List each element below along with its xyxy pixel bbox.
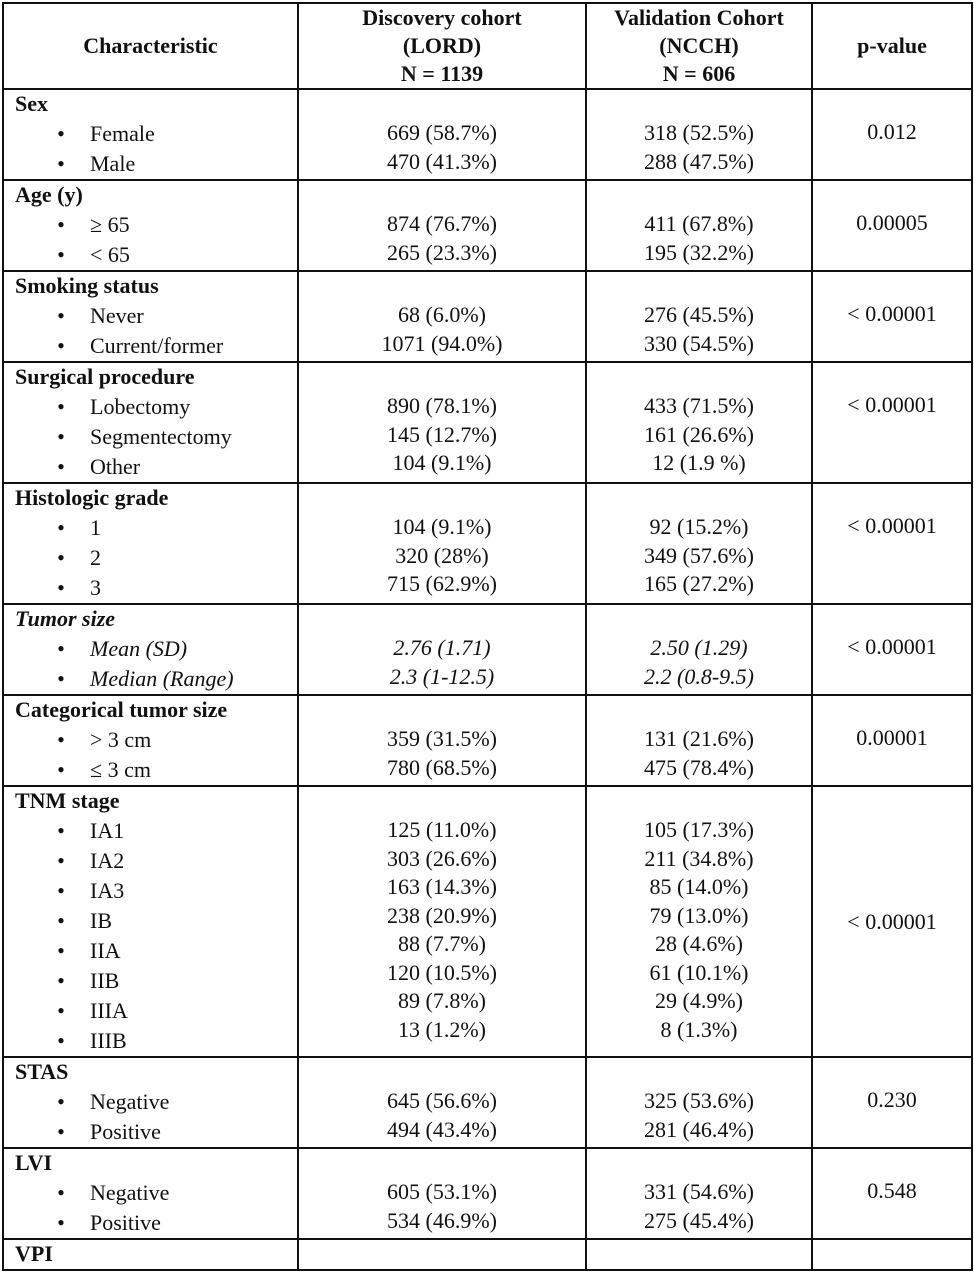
list-item bbox=[15, 876, 297, 906]
list-item bbox=[15, 725, 297, 755]
list-item bbox=[15, 422, 297, 452]
list-item bbox=[15, 331, 297, 361]
discovery-value: 890 (78.1%) bbox=[387, 393, 497, 418]
bullet-icon: • bbox=[57, 666, 65, 691]
list-item bbox=[15, 513, 297, 543]
section-row bbox=[3, 695, 972, 786]
bullet-icon: • bbox=[57, 727, 65, 752]
bullet-icon: • bbox=[57, 848, 65, 873]
item-label: ≥ 65 bbox=[90, 212, 130, 237]
bullet-icon: • bbox=[57, 1210, 65, 1235]
list-item bbox=[15, 1208, 297, 1238]
characteristic-cell bbox=[3, 1148, 298, 1239]
list-item bbox=[15, 1117, 297, 1147]
section-items bbox=[15, 119, 297, 179]
list-item bbox=[15, 452, 297, 482]
section-items bbox=[15, 210, 297, 270]
bullet-icon: • bbox=[57, 968, 65, 993]
discovery-values-cell bbox=[298, 695, 586, 786]
pvalue-text: 0.00005 bbox=[856, 210, 928, 235]
validation-values-cell bbox=[586, 89, 812, 180]
characteristic-cell bbox=[3, 362, 298, 483]
item-label: IIA bbox=[90, 938, 121, 963]
characteristic-cell bbox=[3, 786, 298, 1057]
validation-values-cell bbox=[586, 1057, 812, 1148]
pvalue-cell bbox=[812, 180, 972, 271]
discovery-value: 470 (41.3%) bbox=[387, 148, 497, 174]
validation-value: 105 (17.3%) bbox=[644, 817, 754, 842]
discovery-values-cell bbox=[298, 180, 586, 271]
validation-value: 330 (54.5%) bbox=[644, 330, 754, 356]
header-discovery-line: (LORD) bbox=[402, 33, 482, 58]
discovery-values-cell bbox=[298, 89, 586, 180]
bullet-icon: • bbox=[57, 938, 65, 963]
discovery-value: 645 (56.6%) bbox=[387, 1088, 497, 1113]
validation-value: 411 (67.8%) bbox=[644, 211, 754, 236]
discovery-value: 669 (58.7%) bbox=[387, 120, 497, 145]
pvalue-cell bbox=[812, 1239, 972, 1270]
list-item bbox=[15, 149, 297, 179]
section-title: Surgical procedure bbox=[15, 364, 195, 389]
pvalue-cell bbox=[812, 1148, 972, 1239]
bullet-icon: • bbox=[57, 515, 65, 540]
discovery-value: 534 (46.9%) bbox=[387, 1207, 497, 1233]
item-label: IIIB bbox=[90, 1028, 127, 1053]
section-title: TNM stage bbox=[15, 788, 120, 813]
characteristic-cell bbox=[3, 695, 298, 786]
header-discovery-line: N = 1139 bbox=[400, 61, 484, 86]
list-item bbox=[15, 210, 297, 240]
item-label: IA2 bbox=[90, 848, 125, 873]
validation-value: 475 (78.4%) bbox=[644, 754, 754, 780]
item-label: IA3 bbox=[90, 878, 125, 903]
pvalue-cell bbox=[812, 271, 972, 362]
characteristics-table bbox=[2, 2, 973, 1271]
discovery-value: 320 (28%) bbox=[395, 542, 489, 568]
discovery-value: 605 (53.1%) bbox=[387, 1179, 497, 1204]
bullet-icon: • bbox=[57, 394, 65, 419]
validation-values-cell bbox=[586, 1239, 812, 1270]
bullet-icon: • bbox=[57, 1180, 65, 1205]
item-label: IA1 bbox=[90, 818, 125, 843]
section-row bbox=[3, 1239, 972, 1270]
section-items bbox=[15, 392, 297, 482]
bullet-icon: • bbox=[57, 151, 65, 176]
pvalue-text: 0.00001 bbox=[856, 725, 928, 750]
item-label: Female bbox=[90, 121, 155, 146]
validation-value: 61 (10.1%) bbox=[649, 959, 749, 985]
characteristic-cell bbox=[3, 483, 298, 604]
bullet-icon: • bbox=[57, 303, 65, 328]
bullet-icon: • bbox=[57, 121, 65, 146]
discovery-value: 2.76 (1.71) bbox=[393, 635, 491, 660]
item-label: Other bbox=[90, 454, 141, 479]
list-item bbox=[15, 392, 297, 422]
characteristic-cell bbox=[3, 1239, 298, 1270]
section-items bbox=[15, 1087, 297, 1147]
validation-values-cell bbox=[586, 483, 812, 604]
section-row bbox=[3, 180, 972, 271]
validation-value: 161 (26.6%) bbox=[644, 421, 754, 447]
section-row bbox=[3, 89, 972, 180]
discovery-values-cell bbox=[298, 483, 586, 604]
discovery-values-cell bbox=[298, 604, 586, 695]
list-item bbox=[15, 573, 297, 603]
discovery-value: 145 (12.7%) bbox=[387, 421, 497, 447]
validation-value: 433 (71.5%) bbox=[644, 393, 754, 418]
header-characteristic-label: Characteristic bbox=[83, 33, 218, 58]
section-row bbox=[3, 604, 972, 695]
discovery-value: 88 (7.7%) bbox=[398, 931, 486, 956]
section-title: Histologic grade bbox=[15, 485, 169, 510]
item-label: Positive bbox=[90, 1119, 161, 1144]
validation-value: 2.2 (0.8-9.5) bbox=[644, 663, 754, 689]
characteristic-cell bbox=[3, 180, 298, 271]
characteristic-cell bbox=[3, 89, 298, 180]
item-label: Segmentectomy bbox=[90, 424, 232, 449]
bullet-icon: • bbox=[57, 1028, 65, 1053]
validation-value: 85 (14.0%) bbox=[649, 874, 749, 899]
pvalue-cell bbox=[812, 604, 972, 695]
section-row bbox=[3, 1057, 972, 1148]
list-item bbox=[15, 996, 297, 1026]
item-label: 1 bbox=[90, 515, 101, 540]
validation-value: 288 (47.5%) bbox=[644, 148, 754, 174]
discovery-value: 125 (11.0%) bbox=[387, 817, 497, 842]
bullet-icon: • bbox=[57, 818, 65, 843]
section-title: Categorical tumor size bbox=[15, 697, 228, 722]
bullet-icon: • bbox=[57, 242, 65, 267]
item-label: IB bbox=[90, 908, 112, 933]
header-validation-line: Validation Cohort bbox=[614, 5, 784, 30]
validation-values-cell bbox=[586, 271, 812, 362]
list-item bbox=[15, 543, 297, 573]
validation-values-cell bbox=[586, 786, 812, 1057]
pvalue-text: 0.012 bbox=[867, 119, 917, 144]
item-label: > 3 cm bbox=[90, 727, 152, 752]
discovery-value: 238 (20.9%) bbox=[387, 902, 497, 928]
header-row bbox=[3, 3, 972, 89]
section-items bbox=[15, 1178, 297, 1238]
discovery-values-cell bbox=[298, 1239, 586, 1270]
item-label: Never bbox=[90, 303, 144, 328]
validation-values-cell bbox=[586, 695, 812, 786]
list-item bbox=[15, 301, 297, 331]
validation-value: 281 (46.4%) bbox=[644, 1116, 754, 1142]
section-items bbox=[15, 634, 297, 694]
list-item bbox=[15, 240, 297, 270]
pvalue-cell bbox=[812, 1057, 972, 1148]
list-item bbox=[15, 816, 297, 846]
item-label: Current/former bbox=[90, 333, 224, 358]
section-title: Age (y) bbox=[15, 182, 83, 207]
validation-value: 79 (13.0%) bbox=[649, 902, 749, 928]
item-label: Male bbox=[90, 151, 136, 176]
bullet-icon: • bbox=[57, 1119, 65, 1144]
list-item bbox=[15, 906, 297, 936]
item-label: IIB bbox=[90, 968, 120, 993]
pvalue-cell bbox=[812, 483, 972, 604]
header-discovery-cohort bbox=[298, 3, 586, 89]
characteristic-cell bbox=[3, 271, 298, 362]
header-discovery-line: Discovery cohort bbox=[362, 5, 522, 30]
item-label: Mean (SD) bbox=[90, 636, 188, 661]
list-item bbox=[15, 1178, 297, 1208]
discovery-values-cell bbox=[298, 786, 586, 1057]
discovery-value: 715 (62.9%) bbox=[387, 571, 497, 596]
bullet-icon: • bbox=[57, 454, 65, 479]
list-item bbox=[15, 634, 297, 664]
validation-value: 275 (45.4%) bbox=[644, 1207, 754, 1233]
validation-value: 325 (53.6%) bbox=[644, 1088, 754, 1113]
validation-value: 165 (27.2%) bbox=[644, 571, 754, 596]
discovery-value: 89 (7.8%) bbox=[398, 988, 486, 1013]
validation-value: 2.50 (1.29) bbox=[650, 635, 748, 660]
section-row bbox=[3, 483, 972, 604]
pvalue-cell bbox=[812, 786, 972, 1057]
discovery-values-cell bbox=[298, 1057, 586, 1148]
section-row bbox=[3, 1148, 972, 1239]
section-title: Tumor size bbox=[15, 606, 116, 631]
section-title: VPI bbox=[15, 1241, 53, 1266]
validation-value: 12 (1.9 %) bbox=[652, 450, 746, 475]
bullet-icon: • bbox=[57, 757, 65, 782]
section-items bbox=[15, 816, 297, 1056]
discovery-value: 163 (14.3%) bbox=[387, 874, 497, 899]
item-label: Negative bbox=[90, 1089, 170, 1114]
discovery-value: 104 (9.1%) bbox=[392, 514, 492, 539]
item-label: Lobectomy bbox=[90, 394, 191, 419]
header-validation-line: N = 606 bbox=[662, 61, 736, 86]
list-item bbox=[15, 119, 297, 149]
validation-value: 331 (54.6%) bbox=[644, 1179, 754, 1204]
discovery-value: 494 (43.4%) bbox=[387, 1116, 497, 1142]
item-label: Median (Range) bbox=[90, 666, 234, 691]
bullet-icon: • bbox=[57, 908, 65, 933]
discovery-values-cell bbox=[298, 1148, 586, 1239]
validation-value: 29 (4.9%) bbox=[655, 988, 743, 1013]
validation-value: 131 (21.6%) bbox=[644, 726, 754, 751]
validation-value: 8 (1.3%) bbox=[660, 1016, 738, 1042]
section-title: Sex bbox=[15, 91, 48, 116]
item-label: Negative bbox=[90, 1180, 170, 1205]
pvalue-cell bbox=[812, 89, 972, 180]
discovery-value: 68 (6.0%) bbox=[398, 302, 486, 327]
item-label: ≤ 3 cm bbox=[90, 757, 151, 782]
bullet-icon: • bbox=[57, 333, 65, 358]
pvalue-text: < 0.00001 bbox=[847, 392, 937, 417]
bullet-icon: • bbox=[57, 998, 65, 1023]
validation-value: 92 (15.2%) bbox=[649, 514, 749, 539]
bullet-icon: • bbox=[57, 575, 65, 600]
discovery-value: 265 (23.3%) bbox=[387, 239, 497, 265]
list-item bbox=[15, 1087, 297, 1117]
section-title: STAS bbox=[15, 1059, 69, 1084]
section-row bbox=[3, 271, 972, 362]
discovery-value: 1071 (94.0%) bbox=[381, 330, 503, 356]
item-label: Positive bbox=[90, 1210, 161, 1235]
validation-values-cell bbox=[586, 180, 812, 271]
section-items bbox=[15, 301, 297, 361]
discovery-value: 874 (76.7%) bbox=[387, 211, 497, 236]
list-item bbox=[15, 755, 297, 785]
list-item bbox=[15, 936, 297, 966]
bullet-icon: • bbox=[57, 636, 65, 661]
section-title: Smoking status bbox=[15, 273, 159, 298]
list-item bbox=[15, 966, 297, 996]
item-label: IIIA bbox=[90, 998, 128, 1023]
bullet-icon: • bbox=[57, 545, 65, 570]
discovery-value: 780 (68.5%) bbox=[387, 754, 497, 780]
characteristic-cell bbox=[3, 604, 298, 695]
validation-values-cell bbox=[586, 604, 812, 695]
section-row bbox=[3, 362, 972, 483]
bullet-icon: • bbox=[57, 878, 65, 903]
pvalue-cell bbox=[812, 695, 972, 786]
validation-values-cell bbox=[586, 1148, 812, 1239]
pvalue-text: < 0.00001 bbox=[847, 513, 937, 538]
item-label: 3 bbox=[90, 575, 101, 600]
pvalue-text: < 0.00001 bbox=[847, 908, 937, 934]
discovery-value: 13 (1.2%) bbox=[398, 1016, 486, 1042]
discovery-values-cell bbox=[298, 271, 586, 362]
validation-value: 211 (34.8%) bbox=[644, 845, 754, 871]
discovery-value: 104 (9.1%) bbox=[392, 450, 492, 475]
pvalue-cell bbox=[812, 362, 972, 483]
header-validation-cohort bbox=[586, 3, 812, 89]
pvalue-text: < 0.00001 bbox=[847, 634, 937, 659]
section-items bbox=[15, 513, 297, 603]
item-label: 2 bbox=[90, 545, 101, 570]
validation-value: 195 (32.2%) bbox=[644, 239, 754, 265]
section-row bbox=[3, 786, 972, 1057]
validation-values-cell bbox=[586, 362, 812, 483]
table-body bbox=[3, 89, 972, 1270]
discovery-value: 2.3 (1-12.5) bbox=[389, 663, 495, 689]
validation-value: 28 (4.6%) bbox=[655, 931, 743, 956]
pvalue-text: 0.230 bbox=[867, 1087, 917, 1112]
discovery-value: 303 (26.6%) bbox=[387, 845, 497, 871]
bullet-icon: • bbox=[57, 1089, 65, 1114]
validation-value: 318 (52.5%) bbox=[644, 120, 754, 145]
header-characteristic bbox=[3, 3, 298, 89]
header-validation-line: (NCCH) bbox=[659, 33, 739, 58]
bullet-icon: • bbox=[57, 212, 65, 237]
discovery-value: 120 (10.5%) bbox=[387, 959, 497, 985]
section-title: LVI bbox=[15, 1150, 53, 1175]
list-item bbox=[15, 1026, 297, 1056]
validation-value: 349 (57.6%) bbox=[644, 542, 754, 568]
discovery-value: 359 (31.5%) bbox=[387, 726, 497, 751]
validation-value: 276 (45.5%) bbox=[644, 302, 754, 327]
characteristic-cell bbox=[3, 1057, 298, 1148]
bullet-icon: • bbox=[57, 424, 65, 449]
list-item bbox=[15, 846, 297, 876]
header-pvalue bbox=[812, 3, 972, 89]
list-item bbox=[15, 664, 297, 694]
section-items bbox=[15, 725, 297, 785]
discovery-values-cell bbox=[298, 362, 586, 483]
pvalue-text: < 0.00001 bbox=[847, 301, 937, 326]
item-label: < 65 bbox=[90, 242, 130, 267]
header-pvalue-label: p-value bbox=[857, 33, 927, 58]
pvalue-text: 0.548 bbox=[867, 1178, 917, 1203]
